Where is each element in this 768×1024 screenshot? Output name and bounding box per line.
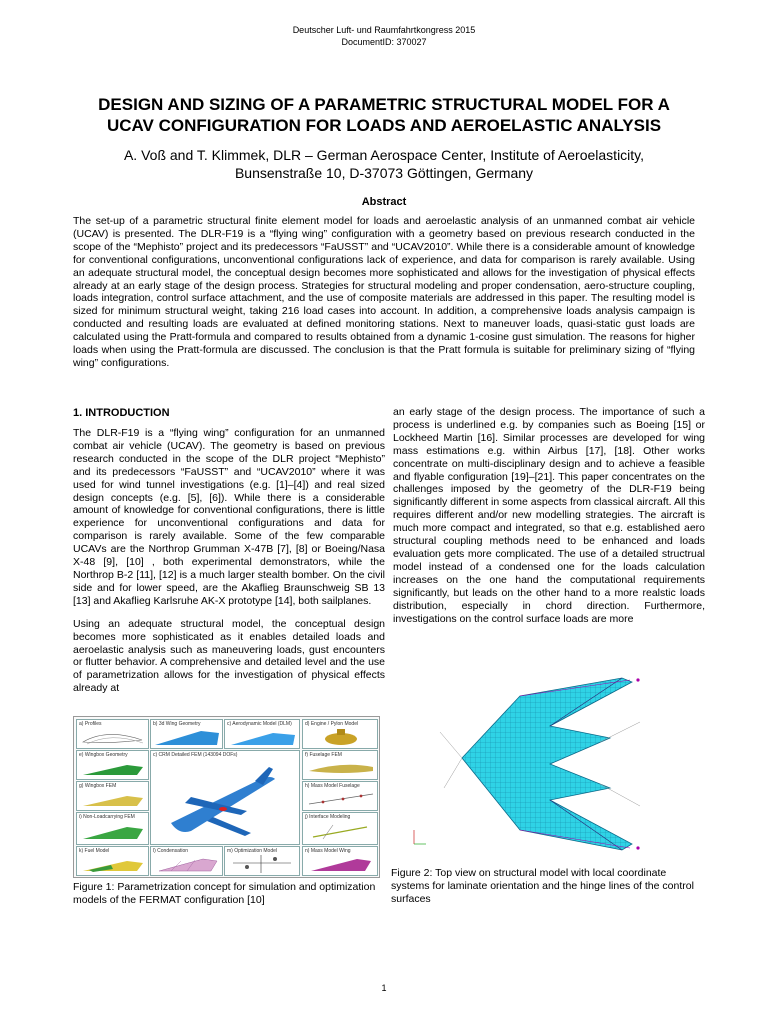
panel-interface-modeling xyxy=(302,812,378,845)
title-line-2: UCAV CONFIGURATION FOR LOADS AND AEROELASTIC ANALYSIS xyxy=(106,116,662,135)
abstract-heading: Abstract xyxy=(361,196,407,208)
panel-crm-detailed-fem xyxy=(150,750,300,845)
panel-label: k) Fuel Model xyxy=(79,848,110,854)
fuel-graphic xyxy=(77,847,148,875)
panel-engine-pylon xyxy=(302,719,378,749)
engine-graphic xyxy=(303,720,377,748)
interface-graphic xyxy=(303,813,377,844)
intro-paragraph-2: Using an adequate structural model, the conceptual design becomes more sophisticated as it enables detailed loads and aeroelastic analysis such as maneuvering loads, gust encounters or flutter behavior. A comprehensive and detailed level and the use of parametrization allows for the investigation of physical effects already at xyxy=(73,617,385,695)
authors-line-2: Bunsenstraße 10, D-37073 Göttingen, Germany xyxy=(234,165,534,181)
panel-label: c) Aerodynamic Model (DLM) xyxy=(227,721,292,727)
intro-paragraph-3: an early stage of the design process. The importance of such a process is underlined e.g. by companies such as Boeing [15] or Lockheed Martin [16]. Similar processes are developed for wing mass estimations e.g. within Airbus [17], [18]. Other works concentrate on multi-disciplinary design and to achieve a feasible and flyable configuration [19]–[21]. This paper concentrates on the challenges imposed by the geometry of the DLR-F19 being significantly different in some aspects from classical aircraft. All this requires different and/or new modelling strategies. The aircraft is much more compact and integrated, so that e.g. established aero structural coupling methods need to be enhanced and loads evaluation gets more complicated. The use of a detailed structrual model instead of a condensed one for the loads calculation increases on the one hand the computational requirements significantly, but leads on the other hand to a more realstic loads distribution, especially in chord direction. Furthermore, investigations on the control surface loads are more xyxy=(393,406,705,625)
panel-fuselage-fem xyxy=(302,750,378,780)
intro-paragraph-1: The DLR-F19 is a “flying wing” configuration for an unmanned combat air vehicle (UCAV). The geometry is based on previous research conducted in the scope of the DLR project “Mephisto” and its predecessors “FaUSST” and “UCAV2010” where it was used for wind tunnel investigations (e.g. [1]–[4]) and real sized design concepts (e.g. [5], [6]). While there is a considerable amount of knowledge for conventional configurations, there is little experience for unconventional configurations and data for comparison is rarely available. Some of the few comparable UCAVs are the Northrop Grumman X-47B [7], [8] or Boeing/Nasa X-48 [9], [10] , both experimental demonstrators, while the Northrop B-2 [11], [12] is a much larger stealth bomber. On the civil side and for lower speed, are the Akaflieg Braunschweig SB 13 [13] and Akaflieg Karlsruhe AK-X prototype [14], both sailplanes. xyxy=(73,427,385,607)
panel-label: j) Interface Modeling xyxy=(305,814,351,820)
mass-fuselage-graphic xyxy=(303,782,377,810)
panel-label: e) Wingbox Geometry xyxy=(79,752,128,758)
panel-wingbox-geometry xyxy=(76,750,149,780)
panel-mass-model-fuselage xyxy=(302,781,378,811)
title-line-1: DESIGN AND SIZING OF A PARAMETRIC STRUCTURAL MODEL FOR A xyxy=(98,95,670,114)
panel-label: f) Fuselage FEM xyxy=(305,752,342,758)
mass-wing-graphic xyxy=(303,847,377,875)
condensation-graphic xyxy=(151,847,222,875)
left-column xyxy=(73,407,385,695)
section-heading-introduction: 1. INTRODUCTION xyxy=(73,407,170,419)
flying-wing-structural-model xyxy=(400,672,705,857)
optimization-graphic xyxy=(225,847,299,875)
panel-optimization-model xyxy=(224,846,300,876)
right-column xyxy=(393,406,705,625)
panel-aerodynamic-model xyxy=(224,719,300,749)
panel-label: i) Non-Loadcarrying FEM xyxy=(79,814,135,820)
panel-3d-wing-geometry xyxy=(150,719,223,749)
figure-2-structural-model-top-view xyxy=(400,672,705,857)
panel-label: l) Condensation xyxy=(153,848,189,854)
panel-mass-model-wing xyxy=(302,846,378,876)
aero-model-graphic xyxy=(225,720,299,748)
page-number: 1 xyxy=(381,983,387,993)
panel-label: g) Wingbox FEM xyxy=(79,783,117,789)
panel-label: c) CRM Detailed FEM (143094 DOFs) xyxy=(153,752,238,758)
panel-fuel-model xyxy=(76,846,149,876)
non-loadcarrying-graphic xyxy=(77,813,148,844)
wingbox-geometry-graphic xyxy=(77,751,148,779)
profiles-graphic xyxy=(77,720,148,748)
abstract-body xyxy=(73,215,695,370)
wingbox-fem-graphic xyxy=(77,782,148,810)
panel-label: h) Mass Model Fuselage xyxy=(305,783,360,789)
panel-wingbox-fem xyxy=(76,781,149,811)
document-id: DocumentID: 370027 xyxy=(341,37,427,47)
panel-label: d) Engine / Pylon Model xyxy=(305,721,359,727)
figure-2-caption: Figure 2: Top view on structural model with local coordinate systems for laminate orientation and the hinge lines of the control surfaces xyxy=(391,867,694,905)
panel-label: a) Profiles xyxy=(79,721,102,727)
panel-condensation xyxy=(150,846,223,876)
paper-title xyxy=(40,94,728,136)
authors-line-1: A. Voß and T. Klimmek, DLR – German Aerospace Center, Institute of Aeroelasticity, xyxy=(123,147,645,163)
panel-label: b) 3d Wing Geometry xyxy=(153,721,201,727)
panel-label: m) Optimization Model xyxy=(227,848,278,854)
panel-non-loadcarrying-fem xyxy=(76,812,149,845)
panel-label: n) Mass Model Wing xyxy=(305,848,351,854)
conference-name: Deutscher Luft- und Raumfahrtkongress 2015 xyxy=(292,25,476,35)
figure-1-parametrization-concept xyxy=(73,716,380,878)
panel-profiles xyxy=(76,719,149,749)
wing-geometry-graphic xyxy=(151,720,222,748)
figure-1-caption: Figure 1: Parametrization concept for simulation and optimization models of the FERMAT configuration [10] xyxy=(73,881,376,906)
author-block xyxy=(40,146,728,182)
aircraft-fem-graphic xyxy=(151,751,299,844)
abstract-text: The set-up of a parametric structural finite element model for loads and aeroelastic analysis of an unmanned combat air vehicle (UCAV) is presented. The DLR-F19 is a “flying wing” configuration with a geometry based on previous research conducted in the scope of the “Mephisto” project and its predecessors “FaUSST” and “UCAV2010”. While there is a considerable amount of knowledge for conventional configurations, unconventional configurations lack of experience, and data for comparison is rarely available. Using an adequate structural model, the conceptual design becomes more sophisticated and allows for the investigation of physical effects already at an early stage of the design process. Strategies for structural modeling and proper condensation, aero-structure coupling, loads integration, control surface attachment, and the use of composite materials are addressed in this paper. The resulting model is sized for minimum structural weight, taking 216 load cases into account. In addition, a comprehensive loads analysis campaign is conducted and resulting loads are evaluated at defined monitoring stations. Next to maneuver loads, quasi-static gust loads are calculated using the Pratt-formula and compared to results obtained from a dynamic 1-cosine gust simulation. The reasons for higher loads when using the Pratt-formula are discussed. The conclusion is that the Pratt formula is suitable for preliminary sizing of “flying wing” configurations. xyxy=(73,215,695,369)
fuselage-graphic xyxy=(303,751,377,779)
